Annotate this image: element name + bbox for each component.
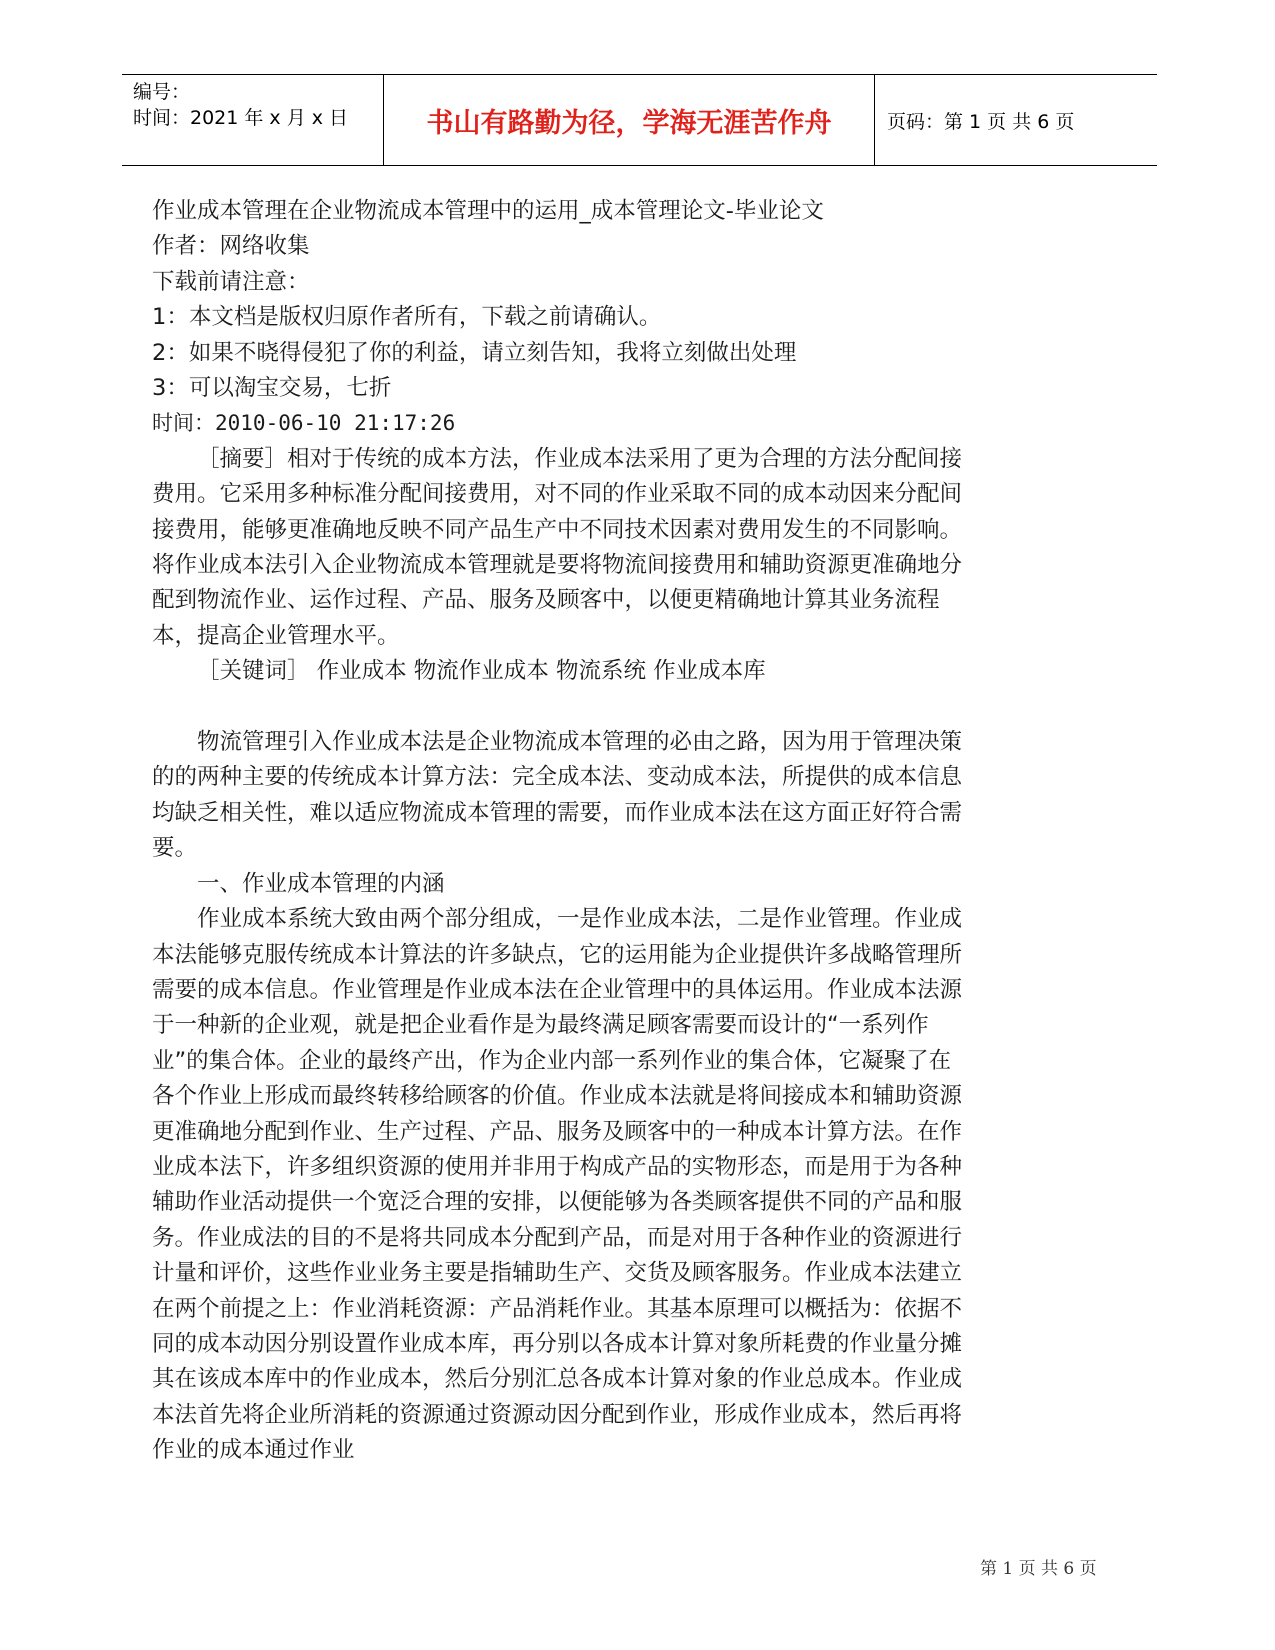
- document-body: [152, 194, 972, 1469]
- blank-line: [152, 690, 972, 725]
- document-time: 时间：2010-06-10 21:17:26: [152, 411, 456, 436]
- document-author: 作者：网络收集: [152, 233, 310, 260]
- section-heading: 一、作业成本管理的内涵: [197, 870, 445, 897]
- header-right-cell: [875, 75, 1157, 165]
- document-date-label: 时间：2021 年 x 月 x 日: [133, 107, 349, 129]
- page-footer: 第 1 页 共 6 页: [980, 1559, 1097, 1579]
- keywords-line: ［关键词］ 作业成本 物流作业成本 物流系统 作业成本库: [197, 658, 766, 685]
- header-left-cell: [122, 75, 384, 165]
- notice-item-1: 1：本文档是版权归原作者所有，下载之前请确认。: [152, 304, 662, 331]
- notice-item-2: 2：如果不晓得侵犯了你的利益，请立刻告知，我将立刻做出处理: [152, 339, 797, 366]
- header-motto: 书山有路勤为径，学海无涯苦作舟: [426, 107, 832, 139]
- download-notice: 下载前请注意：: [152, 268, 310, 295]
- intro-paragraph: 物流管理引入作业成本法是企业物流成本管理的必由之路，因为用于管理决策的的两种主要的传统成本计算方法：完全成本法、变动成本法，所提供的成本信息均缺乏相关性，难以适应物流成本管理的需要，而作业成本法在这方面正好符合需要。: [152, 729, 963, 862]
- header-page-label: 页码：第 1 页 共 6 页: [887, 110, 1075, 133]
- body-paragraph: 作业成本系统大致由两个部分组成，一是作业成本法，二是作业管理。作业成本法能够克服传统成本计算法的许多缺点，它的运用能为企业提供许多战略管理所需要的成本信息。作业管理是作业成本法在企业管理中的具体运用。作业成本法源于一种新的企业观，就是把企业看作是为最终满足顾客需要而设计的“一系列作业”的集合体。企业的最终产出，作为企业内部一系列作业的集合体，它凝聚了在各个作业上形成而最终转移给顾客的价值。作业成本法就是将间接成本和辅助资源更准确地分配到作业、生产过程、产品、服务及顾客中的一种成本计算方法。在作业成本法下，许多组织资源的使用并非用于构成产品的实物形态，而是用于为各种辅助作业活动提供一个宽泛合理的安排，以便能够为各类顾客提供不同的产品和服务。作业成法的目的不是将共同成本分配到产品，而是对用于各种作业的资源进行计量和评价，这些作业业务主要是指辅助生产、交货及顾客服务。作业成本法建立在两个前提之上：作业消耗资源：产品消耗作业。其基本原理可以概括为：依据不同的成本动因分别设置作业成本库，再分别以各成本计算对象所耗费的作业量分摊其在该成本库中的作业成本，然后分别汇总各成本计算对象的作业总成本。作业成本法首先将企业所消耗的资源通过资源动因分配到作业，形成作业成本，然后再将作业的成本通过作业: [152, 906, 963, 1464]
- header-motto-cell: [384, 75, 875, 165]
- abstract-paragraph: ［摘要］相对于传统的成本方法，作业成本法采用了更为合理的方法分配间接费用。它采用多种标准分配间接费用，对不同的作业采取不同的成本动因来分配间接费用，能够更准确地反映不同产品生产中不同技术因素对费用发生的不同影响。将作业成本法引入企业物流成本管理就是要将物流间接费用和辅助资源更准确地分配到物流作业、运作过程、产品、服务及顾客中，以便更精确地计算其业务流程本，提高企业管理水平。: [152, 445, 963, 649]
- document-number-label: 编号：: [133, 81, 191, 103]
- header-table: [122, 74, 1157, 166]
- document-title: 作业成本管理在企业物流成本管理中的运用_成本管理论文-毕业论文: [152, 198, 824, 224]
- notice-item-3: 3：可以淘宝交易，七折: [152, 375, 392, 402]
